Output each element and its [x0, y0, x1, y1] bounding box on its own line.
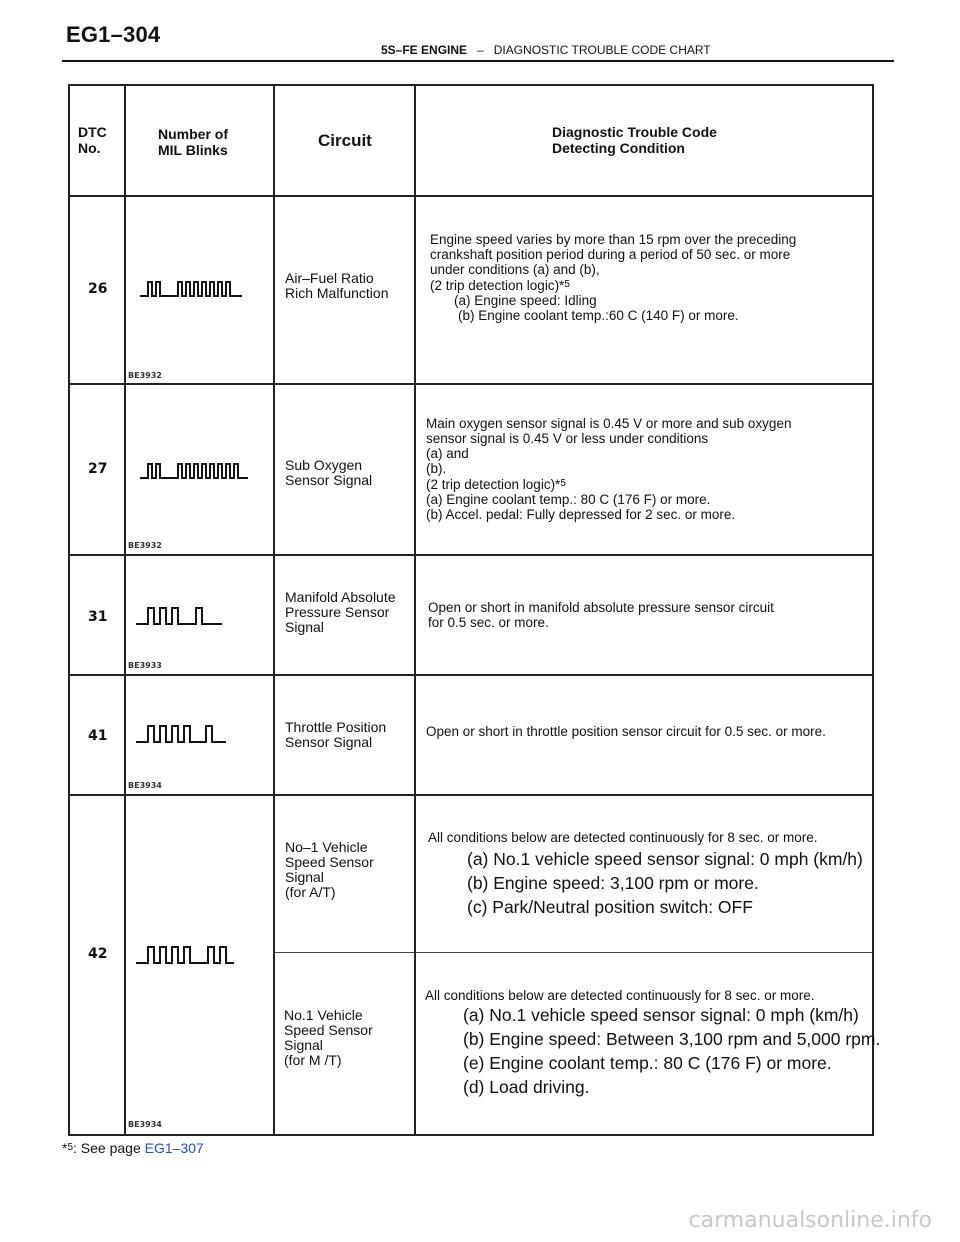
circuit-name: No–1 Vehicle Speed Sensor Signal (for A/T) [285, 839, 374, 900]
detecting-condition: All conditions below are detected continuously for 8 sec. or more. (a) No.1 vehicle speed sensor signal: 0 mph (km/h) (b) Engine speed: Between 3,100 rpm and 5,000 rpm. (e) Engine coolant temp.: 80 C (176 F) or more. (d) Load driving. [425, 988, 881, 1097]
figure-id: BE3932 [128, 371, 162, 380]
figure-id: BE3934 [128, 781, 162, 790]
table-col-divider [273, 84, 275, 1136]
header-detecting-condition: Diagnostic Trouble Code Detecting Condition [552, 124, 717, 156]
section-engine: 5S–FE ENGINE [381, 43, 468, 57]
circuit-name: Air–Fuel Ratio Rich Malfunction [285, 270, 389, 301]
mil-blink-pattern-icon [134, 943, 238, 967]
circuit-name: Sub Oxygen Sensor Signal [285, 457, 373, 488]
section-separator: – [477, 43, 484, 57]
detecting-condition: Main oxygen sensor signal is 0.45 V or more and sub oxygen sensor signal is 0.45 V or less under conditions (a) and (b). (2 trip detection logic)*$^5$ (a) Engine coolant temp.: 80 C (176 F) or more. (b) Accel. pedal: Fully depressed for 2 sec. or more. [426, 416, 792, 522]
detecting-condition: Open or short in manifold absolute pressure sensor circuit for 0.5 sec. or more. [428, 600, 774, 630]
mil-blink-pattern-icon [134, 722, 230, 746]
table-border-bottom [68, 1134, 874, 1136]
table-col-divider [124, 84, 126, 1136]
circuit-name: Manifold Absolute Pressure Sensor Signal [285, 589, 396, 635]
mil-blink-pattern-icon [138, 460, 253, 482]
table-row-divider [68, 383, 874, 385]
header-dtc-no: DTC No. [78, 124, 107, 156]
dtc-code: 31 [88, 609, 108, 625]
section-header [381, 43, 711, 57]
header-mil-blinks: Number of MIL Blinks [158, 126, 228, 158]
detecting-condition: Open or short in throttle position sensor circuit for 0.5 sec. or more. [426, 724, 826, 739]
table-border-top [68, 84, 874, 86]
detecting-condition: All conditions below are detected continuously for 8 sec. or more. (a) No.1 vehicle speed sensor signal: 0 mph (km/h) (b) Engine speed: 3,100 rpm or more. (c) Park/Neutral position switch: OFF [428, 830, 863, 917]
table-subrow-divider [274, 952, 874, 953]
figure-id: BE3934 [128, 1120, 162, 1129]
mil-blink-pattern-icon [134, 604, 226, 628]
dtc-code: 26 [88, 281, 108, 297]
table-row-divider [68, 674, 874, 676]
watermark: carmanualsonline.info [688, 1208, 932, 1233]
dtc-code: 27 [88, 461, 108, 477]
figure-id: BE3932 [128, 541, 162, 550]
footnote: *$^5$: See page EG1–307 [62, 1140, 204, 1156]
mil-blink-pattern-icon [138, 278, 248, 300]
footnote-page-link[interactable]: EG1–307 [144, 1140, 204, 1156]
section-name: DIAGNOSTIC TROUBLE CODE CHART [493, 43, 711, 57]
table-row-divider [68, 554, 874, 556]
dtc-code: 42 [88, 946, 108, 962]
detecting-condition: Engine speed varies by more than 15 rpm over the preceding crankshaft position period during a period of 50 sec. or more under conditions (a) and (b), (2 trip detection logic)*$^5$ (a) Engine speed: Idling (b) Engine coolant temp.:60 C (140 F) or more. [430, 232, 797, 323]
table-row-divider [68, 794, 874, 796]
page-title: EG1–304 [66, 22, 161, 47]
table-row-divider [68, 195, 874, 197]
table-col-divider [414, 84, 416, 1136]
header-circuit: Circuit [318, 131, 372, 150]
dtc-code: 41 [88, 728, 108, 744]
header-rule [62, 60, 894, 62]
footnote-mark: 5 [564, 279, 570, 290]
circuit-name: Throttle Position Sensor Signal [285, 719, 387, 750]
figure-id: BE3933 [128, 661, 162, 670]
table-border-left [68, 84, 70, 1136]
circuit-name: No.1 Vehicle Speed Sensor Signal (for M /T) [284, 1007, 373, 1068]
table-border-right [872, 84, 874, 1136]
footnote-mark: 5 [560, 478, 566, 489]
